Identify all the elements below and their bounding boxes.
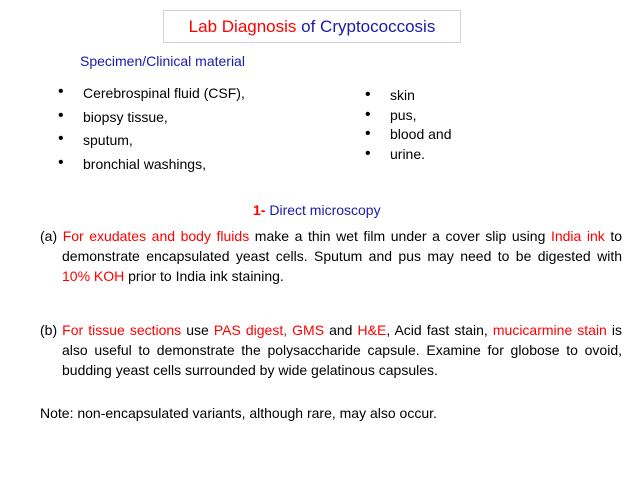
list-item: • sputum, [58, 130, 133, 148]
paragraph-label: (b) [40, 322, 58, 338]
list-item: • pus, [365, 105, 417, 123]
bullet-icon: • [58, 106, 64, 124]
bullet-icon: • [58, 130, 64, 147]
list-item: • Cerebrospinal fluid (CSF), [58, 83, 245, 101]
section-heading [253, 202, 381, 218]
list-item: • blood and [365, 125, 452, 142]
slide-title [163, 10, 461, 43]
specimen-list-left [58, 83, 245, 177]
list-item: • urine. [365, 144, 426, 162]
paragraph-b: (b) For tissue sections use PAS digest, GMS and H&E, Acid fast stain, mucicarmine stain is also useful to demonstrate the polysaccharide capsule. Examine for globose to ovoid, budding yeast cells surrounded by wide gelatinous capsules. [40, 322, 623, 378]
list-item: • bronchial washings, [58, 153, 206, 172]
list-item: • biopsy tissue, [58, 106, 168, 125]
section-title: Direct microscopy [269, 202, 381, 218]
bullet-icon: • [58, 83, 64, 100]
bullet-icon: • [365, 105, 371, 123]
paragraph-a: (a) For exudates and body fluids make a thin wet film under a cover slip using India ink to demonstrate encapsulated yeast cells. Sputum and pus may need to be digested with 10% KOH prior to India ink staining. [40, 228, 623, 284]
bullet-icon: • [365, 86, 371, 103]
title-part-2: of Cryptococcosis [301, 17, 436, 36]
specimen-list-right [365, 86, 452, 164]
section-number: 1- [253, 202, 266, 218]
title-part-1: Lab Diagnosis [188, 17, 297, 36]
list-item: • skin [365, 86, 415, 103]
bullet-icon: • [365, 125, 371, 142]
paragraph-label: (a) [40, 228, 58, 244]
bullet-icon: • [58, 153, 64, 171]
specimen-heading: Specimen/Clinical material [80, 53, 245, 69]
bullet-icon: • [365, 144, 371, 162]
note-text: Note: non-encapsulated variants, although rare, may also occur. [40, 405, 437, 421]
